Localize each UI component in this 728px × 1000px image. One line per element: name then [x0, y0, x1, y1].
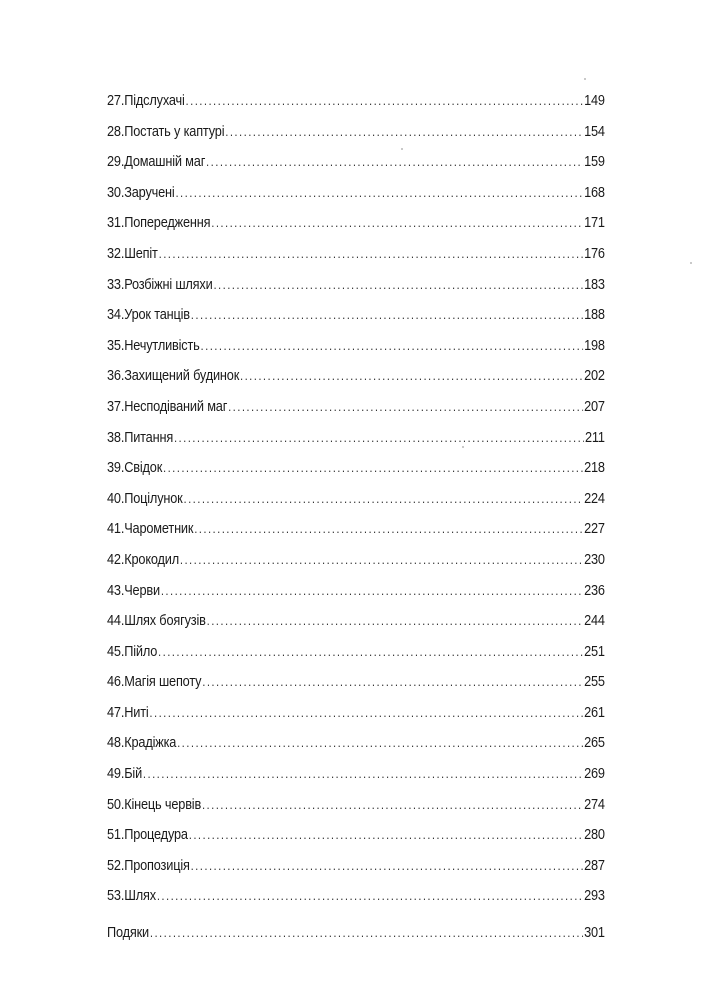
toc-entry-number: 32. [107, 245, 125, 262]
toc-entry-title: Чарометник [124, 521, 194, 538]
toc-entry-title: Нечутливість [124, 337, 200, 354]
toc-entry-page: 198 [584, 337, 605, 354]
toc-entry [107, 270, 605, 301]
toc-entry-number: 50. [107, 796, 125, 813]
toc-dot-leader [191, 851, 584, 882]
toc-dot-leader [183, 484, 583, 515]
toc-entry [107, 239, 605, 270]
toc-entry-number: 48. [107, 735, 125, 752]
toc-entry [107, 790, 605, 821]
toc-dot-leader [189, 820, 583, 851]
toc-entry-page: 251 [584, 643, 605, 660]
toc-entry-title: Шлях [124, 888, 156, 905]
toc-dot-leader [149, 698, 583, 729]
toc-entry [107, 606, 605, 637]
toc-entry-title: Домашній маг [124, 154, 206, 171]
toc-entry-number: 28. [107, 123, 125, 140]
toc-entry-title: Пропозиція [124, 857, 190, 874]
toc-entry-number: 43. [107, 582, 125, 599]
toc-entry-page: 301 [584, 925, 605, 942]
toc-entry [107, 208, 605, 239]
toc-entry-number: 37. [107, 398, 125, 415]
toc-entry [107, 453, 605, 484]
toc-entry-page: 287 [584, 857, 605, 874]
toc-dot-leader [174, 423, 584, 454]
toc-entry-number: 31. [107, 215, 125, 232]
toc-dot-leader [213, 270, 583, 301]
toc-entry-number: 30. [107, 184, 125, 201]
toc-entry [107, 484, 605, 515]
toc-entry-page: 218 [584, 460, 605, 477]
toc-entry [107, 300, 605, 331]
toc-entry-title: Подяки [107, 925, 150, 942]
toc-dot-leader [202, 790, 583, 821]
toc-entry-page: 154 [584, 123, 605, 140]
table-of-contents [107, 86, 605, 949]
toc-entry-number: 27. [107, 93, 125, 109]
toc-entry-title: Заручені [124, 184, 175, 201]
toc-entry [107, 361, 605, 392]
toc-entry-number: 33. [107, 276, 125, 293]
toc-entry-number: 29. [107, 154, 125, 171]
toc-entry-title: Розбіжні шляхи [124, 276, 213, 293]
toc-entry-number: 41. [107, 521, 125, 538]
toc-entry [107, 331, 605, 362]
toc-entry-number: 47. [107, 704, 125, 721]
toc-entry [107, 728, 605, 759]
toc-dot-leader [194, 514, 583, 545]
toc-entry-page: 269 [584, 766, 605, 783]
toc-entry-number: 53. [107, 888, 125, 905]
toc-entry-title: Процедура [124, 827, 188, 844]
toc-entry-number: 40. [107, 490, 125, 507]
toc-dot-leader [177, 728, 583, 759]
toc-entry [107, 514, 605, 545]
toc-entry [107, 637, 605, 668]
toc-dot-leader [163, 453, 583, 484]
toc-dot-leader [211, 208, 583, 239]
toc-entries-list [107, 86, 605, 912]
toc-entry-number: 36. [107, 368, 125, 385]
toc-entry-number: 44. [107, 613, 125, 630]
toc-entry-title: Постать у каптурі [124, 123, 225, 140]
toc-entry [107, 178, 605, 209]
toc-entry-page: 171 [584, 215, 605, 232]
toc-dot-leader [201, 331, 584, 362]
toc-entry-title: Крокодил [124, 551, 179, 568]
toc-entry [107, 117, 605, 148]
toc-entry-acknowledgements [107, 918, 605, 949]
toc-entry [107, 759, 605, 790]
toc-entry-title: Несподіваний маг [124, 398, 228, 415]
toc-entry-title: Черви [124, 582, 160, 599]
toc-entry-number: 49. [107, 766, 125, 783]
toc-dot-leader [143, 759, 583, 790]
toc-entry [107, 881, 605, 912]
toc-entry-page: 211 [585, 429, 605, 446]
toc-entry-page: 293 [584, 888, 605, 905]
toc-dot-leader [159, 239, 584, 270]
toc-dot-leader [186, 86, 584, 117]
toc-entry-title: Кінець червів [124, 796, 202, 813]
toc-entry-number: 51. [107, 827, 125, 844]
toc-entry-title: Крадіжка [124, 735, 177, 752]
toc-entry-page: 168 [584, 184, 605, 201]
toc-entry [107, 851, 605, 882]
toc-entry-title: Ниті [124, 704, 149, 721]
toc-entry-page: 244 [584, 613, 605, 630]
toc-entry-number: 39. [107, 460, 125, 477]
toc-entry-number: 52. [107, 857, 125, 874]
toc-entry-title: Урок танців [124, 307, 190, 324]
toc-entry [107, 86, 605, 117]
toc-dot-leader [150, 918, 583, 949]
toc-entry [107, 576, 605, 607]
toc-entry-title: Пійло [124, 643, 158, 660]
toc-entry-title: Шлях боягузів [124, 613, 206, 630]
toc-dot-leader [180, 545, 583, 576]
toc-entry-page: 149 [584, 93, 605, 109]
toc-dot-leader [225, 117, 583, 148]
toc-entry [107, 545, 605, 576]
toc-dot-leader [191, 300, 583, 331]
toc-dot-leader [240, 361, 583, 392]
toc-entry-title: Питання [124, 429, 174, 446]
toc-entry-title: Свідок [124, 460, 163, 477]
toc-dot-leader [161, 576, 583, 607]
toc-entry-page: 207 [584, 398, 605, 415]
toc-entry-page: 274 [584, 796, 605, 813]
toc-entry-number: 42. [107, 551, 125, 568]
toc-entry-title: Підслухачі [124, 93, 185, 109]
toc-entry-title: Магія шепоту [124, 674, 202, 691]
toc-entry-page: 230 [584, 551, 605, 568]
toc-dot-leader [158, 637, 583, 668]
toc-entry-title: Попередження [124, 215, 211, 232]
toc-entry-page: 255 [584, 674, 605, 691]
toc-dot-leader [207, 606, 584, 637]
toc-entry-title: Поцілунок [124, 490, 183, 507]
toc-entry [107, 147, 605, 178]
toc-dot-leader [202, 667, 583, 698]
toc-entry-title: Шепіт [124, 245, 158, 262]
toc-entry-page: 188 [584, 307, 605, 324]
toc-dot-leader [228, 392, 583, 423]
toc-entry-page: 224 [584, 490, 605, 507]
toc-entry [107, 667, 605, 698]
toc-entry-page: 227 [584, 521, 605, 538]
toc-entry-number: 45. [107, 643, 125, 660]
toc-entry-page: 176 [584, 245, 605, 262]
toc-entry-page: 159 [584, 154, 605, 171]
toc-entry [107, 820, 605, 851]
toc-entry-number: 38. [107, 429, 125, 446]
toc-entry-page: 265 [584, 735, 605, 752]
toc-entry-page: 183 [584, 276, 605, 293]
toc-entry [107, 423, 605, 454]
toc-dot-leader [157, 881, 583, 912]
toc-entry-page: 236 [584, 582, 605, 599]
toc-entry-number: 46. [107, 674, 125, 691]
toc-entry-number: 35. [107, 337, 125, 354]
toc-entry-number: 34. [107, 307, 125, 324]
toc-entry [107, 392, 605, 423]
toc-entry-title: Бій [124, 766, 143, 783]
toc-dot-leader [175, 178, 583, 209]
toc-dot-leader [206, 147, 583, 178]
toc-entry-title: Захищений будинок [124, 368, 240, 385]
toc-entry-page: 202 [584, 368, 605, 385]
toc-entry [107, 698, 605, 729]
toc-entry-page: 280 [584, 827, 605, 844]
toc-entry-page: 261 [584, 704, 605, 721]
